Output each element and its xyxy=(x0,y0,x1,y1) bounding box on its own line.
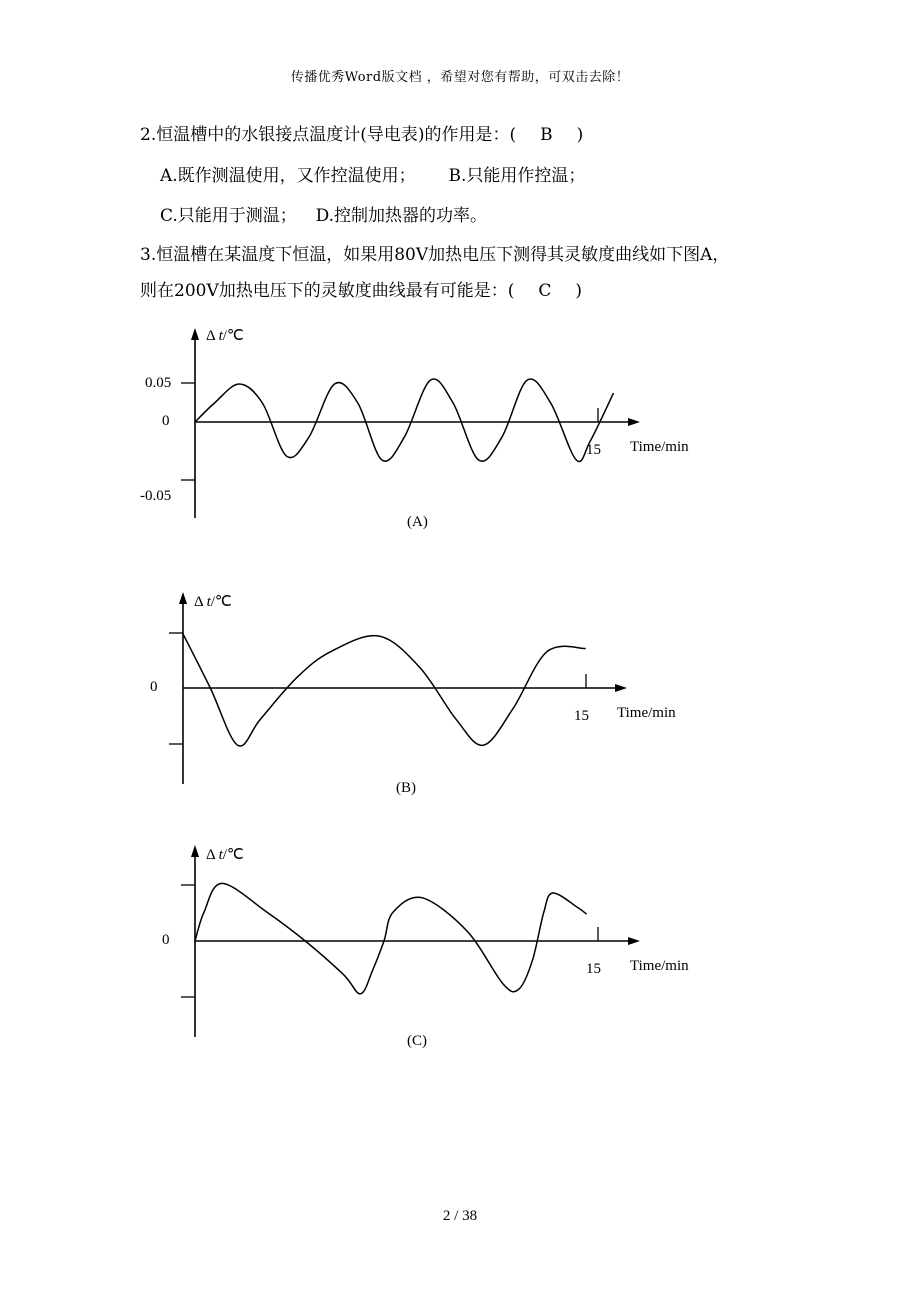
chart-a-y-arrow xyxy=(191,328,199,340)
page-header: 传播优秀Word版文档 ，希望对您有帮助，可双击去除！ xyxy=(290,70,630,85)
chart-c-svg xyxy=(0,835,920,1065)
chart-a-caption: (A) xyxy=(407,514,428,530)
figure-a xyxy=(0,310,920,540)
option-c: C.只能用于测温； xyxy=(160,206,297,226)
chart-a-xtick-15: 15 xyxy=(586,442,601,458)
question-2-text: 2.恒温槽中的水银接点温度计(导电表)的作用是：( xyxy=(140,125,517,145)
question-2-answer: B xyxy=(540,125,553,145)
chart-b-svg xyxy=(0,580,920,810)
option-a: A.既作测温使用，又作控温使用； xyxy=(160,166,416,186)
chart-c-caption: (C) xyxy=(407,1033,427,1049)
chart-a-ylabel: Δ t/℃ xyxy=(206,328,244,344)
chart-c-ylabel: Δ t/℃ xyxy=(206,847,244,863)
chart-b-ylabel: Δ t/℃ xyxy=(194,594,232,610)
chart-b-series-0-line xyxy=(183,634,586,746)
figure-c xyxy=(0,835,920,1065)
chart-a-xlabel: Time/min xyxy=(630,439,689,455)
page-number: 2 / 38 xyxy=(442,1208,478,1224)
chart-b-xlabel: Time/min xyxy=(617,705,676,721)
option-b: B.只能用作控温； xyxy=(448,166,586,186)
figure-b xyxy=(0,580,920,810)
option-d: D.控制加热器的功率。 xyxy=(315,206,488,226)
chart-b-ytick-zero: 0 xyxy=(150,679,158,695)
chart-b-x-arrow xyxy=(615,684,627,692)
question-3-line-2 xyxy=(140,276,582,301)
chart-b-xtick-15: 15 xyxy=(574,708,589,724)
question-3-line-1: 3.恒温槽在某温度下恒温，如果用80V加热电压下测得其灵敏度曲线如下图A， xyxy=(140,245,730,265)
chart-a-ytick-pos: 0.05 xyxy=(145,375,172,391)
chart-c-y-arrow xyxy=(191,845,199,857)
chart-a-x-arrow xyxy=(628,418,640,426)
question-3-text: 则在200V加热电压下的灵敏度曲线最有可能是：( xyxy=(140,281,515,301)
question-2-options-row-1 xyxy=(160,161,585,186)
question-3-close: ) xyxy=(575,281,583,301)
chart-b-caption: (B) xyxy=(396,780,416,796)
chart-c-series-0-line xyxy=(195,883,587,993)
question-2-close: ) xyxy=(576,125,584,145)
chart-b-y-arrow xyxy=(179,592,187,604)
chart-a-ytick-zero: 0 xyxy=(162,413,170,429)
chart-a-ytick-neg: -0.05 xyxy=(140,488,172,504)
chart-a-series-0-line xyxy=(195,379,614,462)
question-3-answer: C xyxy=(538,281,552,301)
chart-a-svg xyxy=(0,310,920,540)
chart-c-xlabel: Time/min xyxy=(630,958,689,974)
question-2-options-row-2 xyxy=(160,201,487,226)
chart-c-x-arrow xyxy=(628,937,640,945)
question-2-stem xyxy=(140,120,583,145)
chart-c-xtick-15: 15 xyxy=(586,961,601,977)
chart-c-ytick-zero: 0 xyxy=(162,932,170,948)
